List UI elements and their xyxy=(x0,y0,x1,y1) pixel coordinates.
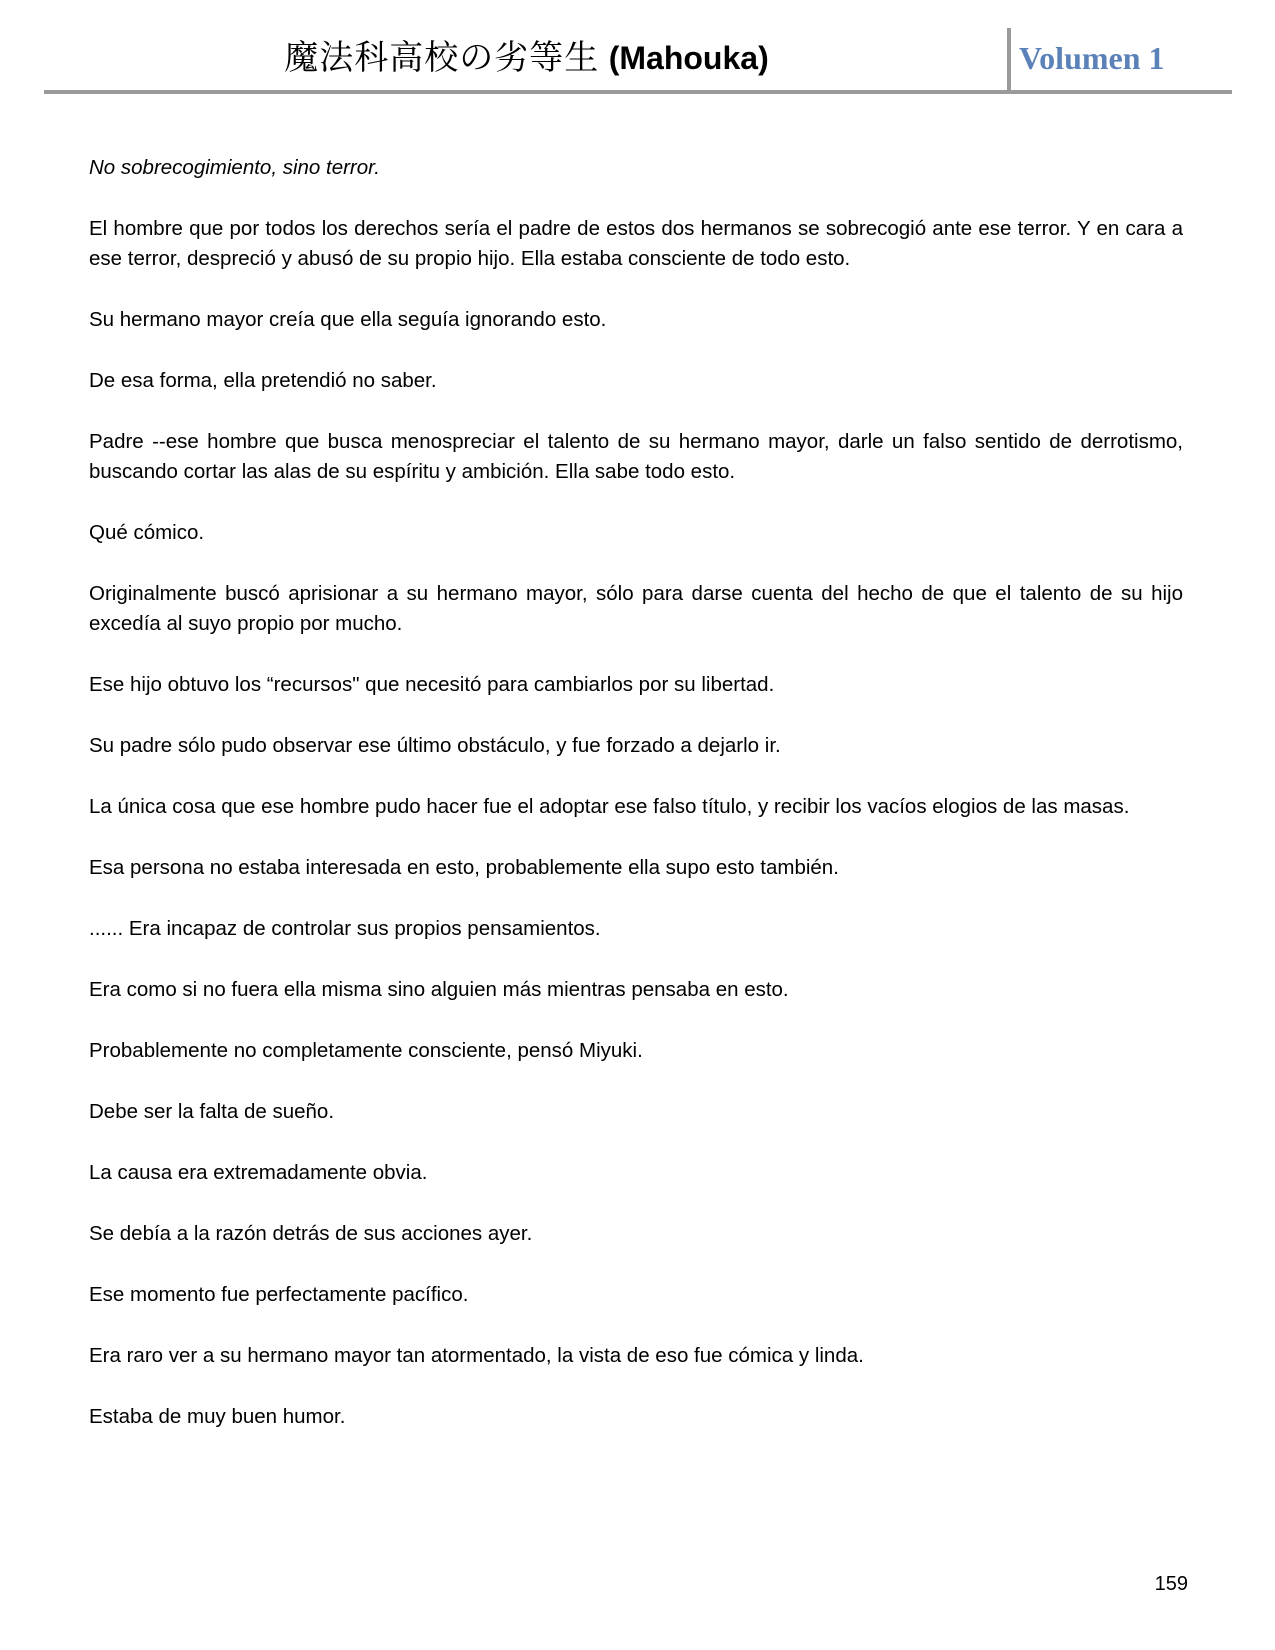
paragraph-4: De esa forma, ella pretendió no saber. xyxy=(89,369,437,392)
paragraph-2: El hombre que por todos los derechos sería el padre de estos dos hermanos se sobrecogió ante ese terror. Y en cara a ese terror, despreció y abusó de su propio hijo. Ella estaba consciente de todo esto. xyxy=(89,217,1183,270)
paragraph-18: Ese momento fue perfectamente pacífico. xyxy=(89,1283,469,1306)
book-title-romanized: (Mahouka) xyxy=(608,40,769,76)
paragraph-17: Se debía a la razón detrás de sus acciones ayer. xyxy=(89,1222,533,1245)
paragraph-1: No sobrecogimiento, sino terror. xyxy=(89,156,380,179)
paragraph-3: Su hermano mayor creía que ella seguía ignorando esto. xyxy=(89,308,607,331)
paragraph-7: Originalmente buscó aprisionar a su hermano mayor, sólo para darse cuenta del hecho de que el talento de su hijo excedía al suyo propio por mucho. xyxy=(89,582,1183,635)
header-horizontal-rule xyxy=(44,90,1232,94)
paragraph-19: Era raro ver a su hermano mayor tan atormentado, la vista de eso fue cómica y linda. xyxy=(89,1344,864,1367)
volume-label: Volumen 1 xyxy=(1019,40,1165,76)
page-number: 159 xyxy=(1154,1573,1188,1595)
paragraph-12: ...... Era incapaz de controlar sus propios pensamientos. xyxy=(89,917,601,940)
paragraph-14: Probablemente no completamente consciente, pensó Miyuki. xyxy=(89,1039,643,1062)
book-title xyxy=(44,36,1009,80)
book-title-japanese: 魔法科高校の劣等生 xyxy=(284,38,600,78)
paragraph-8: Ese hijo obtuvo los “recursos" que necesitó para cambiarlos por su libertad. xyxy=(89,673,775,696)
paragraph-13: Era como si no fuera ella misma sino alguien más mientras pensaba en esto. xyxy=(89,978,789,1001)
page-header xyxy=(44,28,1232,94)
paragraph-5: Padre --ese hombre que busca menospreciar el talento de su hermano mayor, darle un falso sentido de derrotismo, buscando cortar las alas de su espíritu y ambición. Ella sabe todo esto. xyxy=(89,430,1183,483)
paragraph-16: La causa era extremadamente obvia. xyxy=(89,1161,428,1184)
paragraph-9: Su padre sólo pudo observar ese último obstáculo, y fue forzado a dejarlo ir. xyxy=(89,734,781,757)
paragraph-11: Esa persona no estaba interesada en esto, probablemente ella supo esto también. xyxy=(89,856,839,879)
page-body xyxy=(89,153,1183,1463)
paragraph-6: Qué cómico. xyxy=(89,521,205,544)
paragraph-10: La única cosa que ese hombre pudo hacer fue el adoptar ese falso título, y recibir los vacíos elogios de las masas. xyxy=(89,795,1130,818)
paragraph-15: Debe ser la falta de sueño. xyxy=(89,1100,335,1123)
header-vertical-divider xyxy=(1007,28,1011,92)
paragraph-20: Estaba de muy buen humor. xyxy=(89,1405,346,1428)
